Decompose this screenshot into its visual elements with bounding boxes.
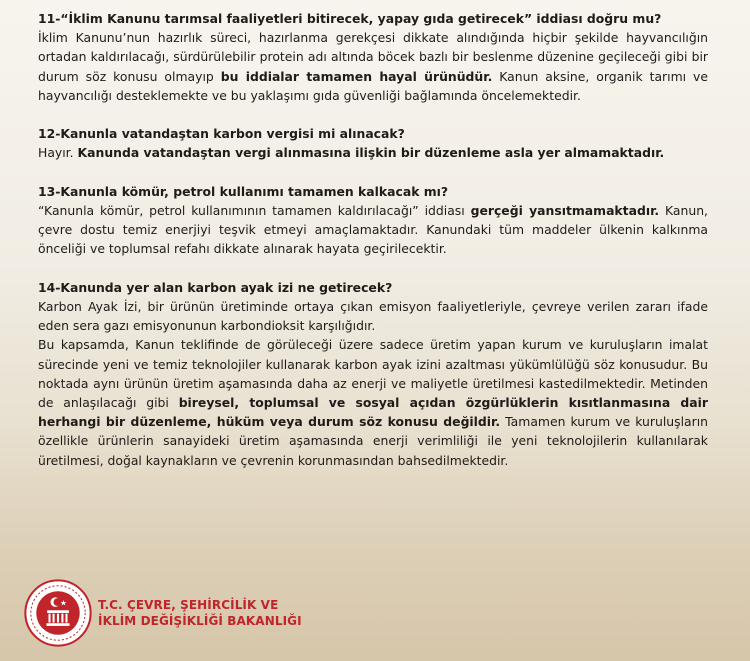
faq-content [38,9,708,470]
answer-text: Karbon Ayak İzi, bir ürünün üretiminde ortaya çıkan emisyon faaliyetleriyle, çevreye verilen zararı ifade eden sera gazı emisyonunun karbondioksit karşılığıdır. [38,299,708,334]
answer-emphasis-text: bu iddialar tamamen hayal ürünüdür. [220,68,493,84]
faq-question: 12-Kanunla vatandaştan karbon vergisi mi alınacak? [38,126,405,142]
answer-text: “Kanunla kömür, petrol kullanımının tamamen kaldırılacağı” iddiası [38,203,471,218]
ministry-name-line1: T.C. ÇEVRE, ŞEHİRCİLİK VE [98,598,279,612]
answer-text: Kanun, çevre dostu temiz enerjiyi teşvik etmeyi amaçlamaktadır. Kanundaki tüm maddeler ülkenin kalkınma önceliği ve toplumsal refahı dikkate alınarak hayata geçirilecektir. [38,203,708,257]
faq-section [38,9,708,105]
faq-section [38,182,708,259]
ministry-name-line2: İKLİM DEĞİŞİKLİĞİ BAKANLIĞI [98,614,302,628]
faq-answer-paragraph [38,335,708,469]
answer-text: Hayır. [38,145,78,161]
ministry-emblem-icon [24,579,92,647]
answer-emphasis-text: bireysel, toplumsal ve sosyal açıdan özgürlüklerin kısıtlanmasına dair herhangi bir düzenleme, hüküm veya durum söz konusu değildir. [38,395,708,430]
faq-answer-paragraph [38,297,708,335]
faq-question: 13-Kanunla kömür, petrol kullanımı tamamen kalkacak mı? [38,183,449,199]
faq-answer-paragraph [38,201,708,259]
ministry-footer [24,578,302,648]
section-spacer [38,259,708,278]
faq-section [38,278,708,470]
answer-text: Tamamen kurum ve kuruluşların özellikle ürünlerin sanayideki üretim aşamasında enerji verimliliği ile yeni teknolojilerin kullanılarak üretilmesi, doğal kaynakların ve çevrenin korunmasından bahsedilmektedir. [38,414,708,468]
faq-section [38,124,708,162]
answer-text: Kanun aksine, organik tarımı ve hayvancılığı desteklemekte ve bu yaklaşımı gıda güvenliği bağlamında öncelemektedir. [38,68,708,103]
answer-text: Bu kapsamda, Kanun teklifinde de görüleceği üzere sadece üretim yapan kurum ve kuruluşların imalat sürecinde yeni ve temiz teknolojiler kullanarak karbon ayak izini azaltması yükümlülüğü söz konusudur. Bu noktada aynı ürünün üretim aşamasında daha az enerji ve maliyetle üretilmesi kastedilmektedir. Metinden de anlaşılacağı gibi [38,337,708,411]
answer-emphasis-text: gerçeği yansıtmamaktadır. [470,203,660,218]
answer-emphasis-text: Kanunda vatandaştan vergi alınmasına ilişkin bir düzenleme asla yer almamaktadır. [77,145,665,161]
faq-answer-paragraph [38,28,708,105]
ministry-name [98,597,302,629]
section-spacer [38,163,708,182]
section-spacer [38,105,708,124]
faq-question: 14-Kanunda yer alan karbon ayak izi ne getirecek? [38,279,393,295]
faq-answer-paragraph [38,143,708,162]
answer-text: İklim Kanunu’nun hazırlık süreci, hazırlanma gerekçesi dikkate alındığında hiçbir şekilde hayvancılığın ortadan kaldırılacağı, sürdürülebilir protein adı altında böcek bazlı bir beslenme düzenine geçileceği gibi bir durum söz konusu olmayıp [38,30,708,84]
faq-question: 11-“İklim Kanunu tarımsal faaliyetleri bitirecek, yapay gıda getirecek” iddiası doğru mu? [38,11,662,26]
